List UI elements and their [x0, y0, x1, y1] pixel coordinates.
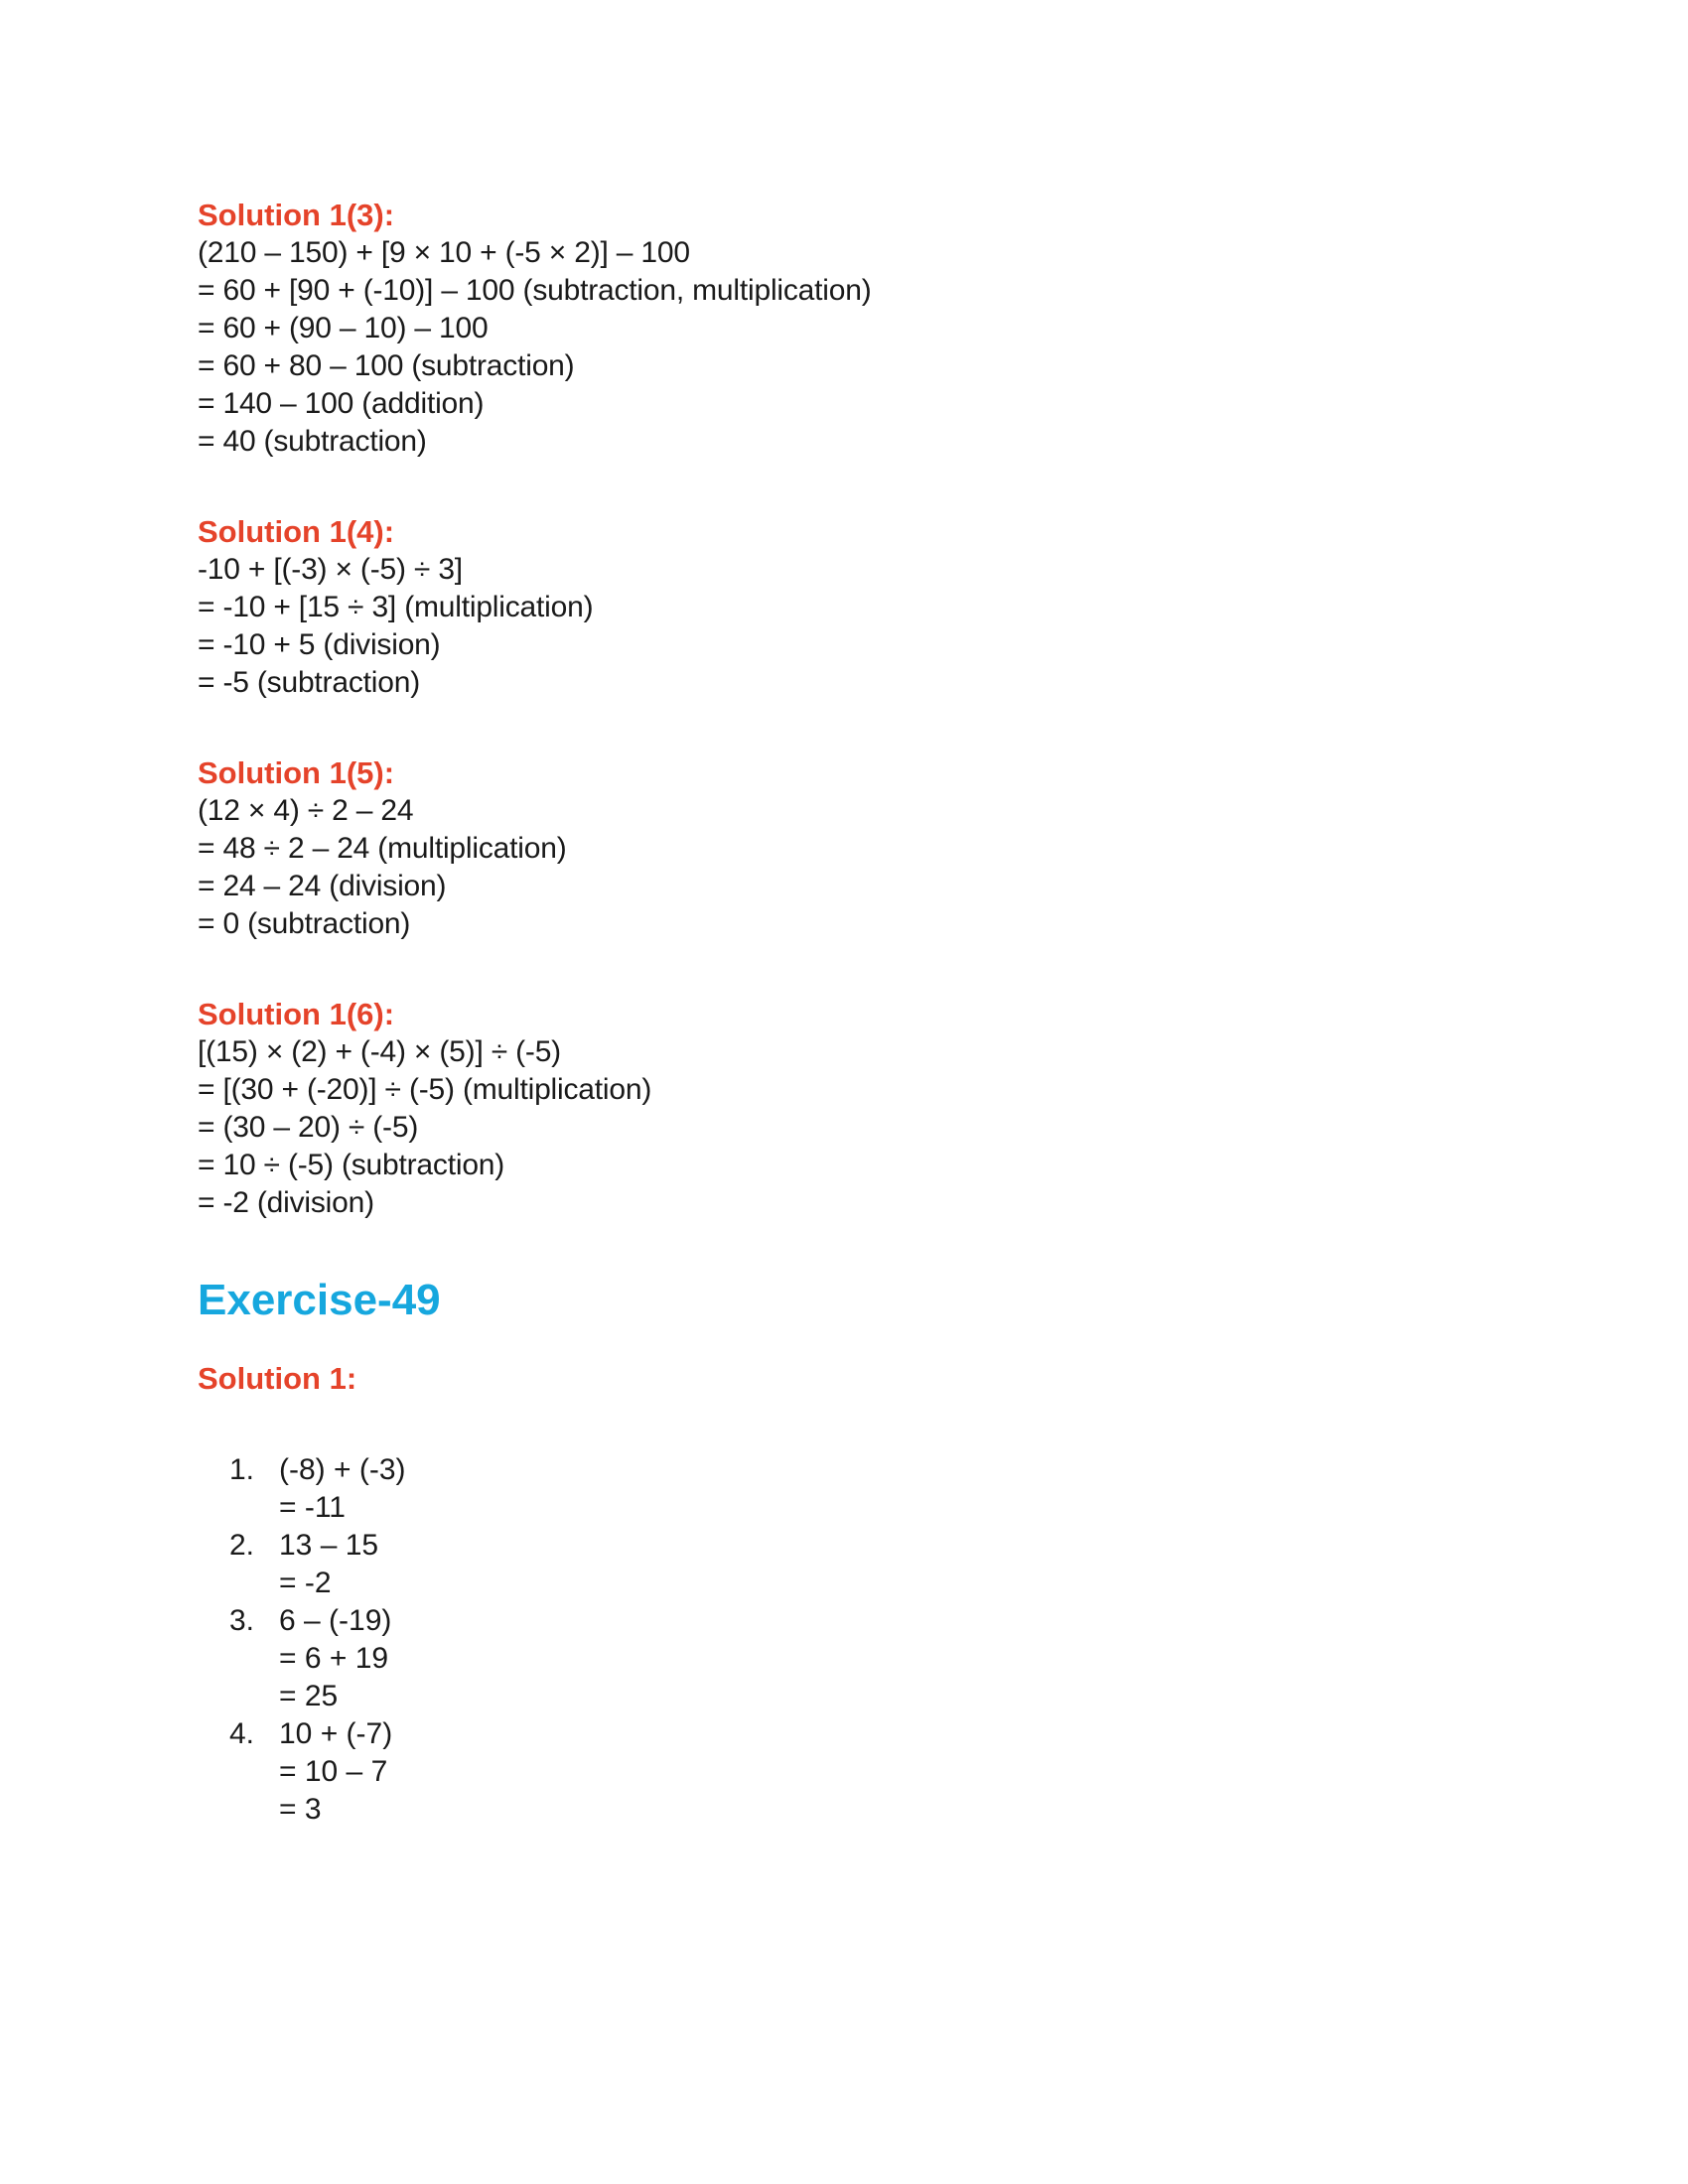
step: = 24 – 24 (division): [198, 870, 447, 902]
step: = 60 + (90 – 10) – 100: [198, 312, 489, 344]
step: = 48 ÷ 2 – 24 (multiplication): [198, 832, 567, 865]
step: = 40 (subtraction): [198, 425, 427, 458]
exercise-title: Exercise-49: [198, 1276, 441, 1324]
step: = 3: [279, 1793, 322, 1826]
solution-list: [229, 1451, 406, 1829]
step: = -2: [279, 1567, 332, 1599]
step: (210 – 150) + [9 × 10 + (-5 × 2)] – 100: [198, 236, 690, 269]
step: = -10 + [15 ÷ 3] (multiplication): [198, 591, 594, 623]
step: = 6 + 19: [279, 1642, 389, 1675]
step: = -11: [279, 1491, 346, 1524]
step: = -2 (division): [198, 1186, 374, 1219]
item-number: 1.: [229, 1453, 255, 1486]
step: = 25: [279, 1680, 339, 1712]
solution-heading: Solution 1(4):: [198, 514, 395, 549]
step: 13 – 15: [279, 1529, 379, 1562]
step: = 10 ÷ (-5) (subtraction): [198, 1149, 505, 1181]
solution-1-4: [198, 513, 593, 702]
step: (12 × 4) ÷ 2 – 24: [198, 794, 414, 827]
item-number: 3.: [229, 1604, 255, 1637]
step: = -5 (subtraction): [198, 666, 420, 699]
step: 10 + (-7): [279, 1717, 393, 1750]
step: = 60 + [90 + (-10)] – 100 (subtraction, multiplication): [198, 274, 872, 307]
solution-1-6: [198, 996, 651, 1222]
step: = (30 – 20) ÷ (-5): [198, 1111, 419, 1144]
solution-1-5: [198, 754, 567, 943]
step: = 0 (subtraction): [198, 907, 411, 940]
step: (-8) + (-3): [279, 1453, 406, 1486]
step: = 60 + 80 – 100 (subtraction): [198, 349, 575, 382]
step: = [(30 + (-20)] ÷ (-5) (multiplication): [198, 1073, 652, 1106]
step: = 140 – 100 (addition): [198, 387, 485, 420]
solution-heading: Solution 1(3):: [198, 198, 395, 232]
step: = -10 + 5 (division): [198, 628, 441, 661]
step: 6 – (-19): [279, 1604, 392, 1637]
list-item: [229, 1451, 406, 1527]
exercise-solution-heading: Solution 1:: [198, 1361, 357, 1396]
item-number: 4.: [229, 1717, 255, 1750]
list-item: [229, 1527, 406, 1602]
item-number: 2.: [229, 1529, 255, 1562]
list-item: [229, 1715, 406, 1829]
solution-1-3: [198, 197, 872, 461]
solution-heading: Solution 1(6):: [198, 997, 395, 1031]
step: [(15) × (2) + (-4) × (5)] ÷ (-5): [198, 1035, 561, 1068]
step: -10 + [(-3) × (-5) ÷ 3]: [198, 553, 463, 586]
step: = 10 – 7: [279, 1755, 388, 1788]
list-item: [229, 1602, 406, 1715]
solution-heading: Solution 1(5):: [198, 755, 395, 790]
